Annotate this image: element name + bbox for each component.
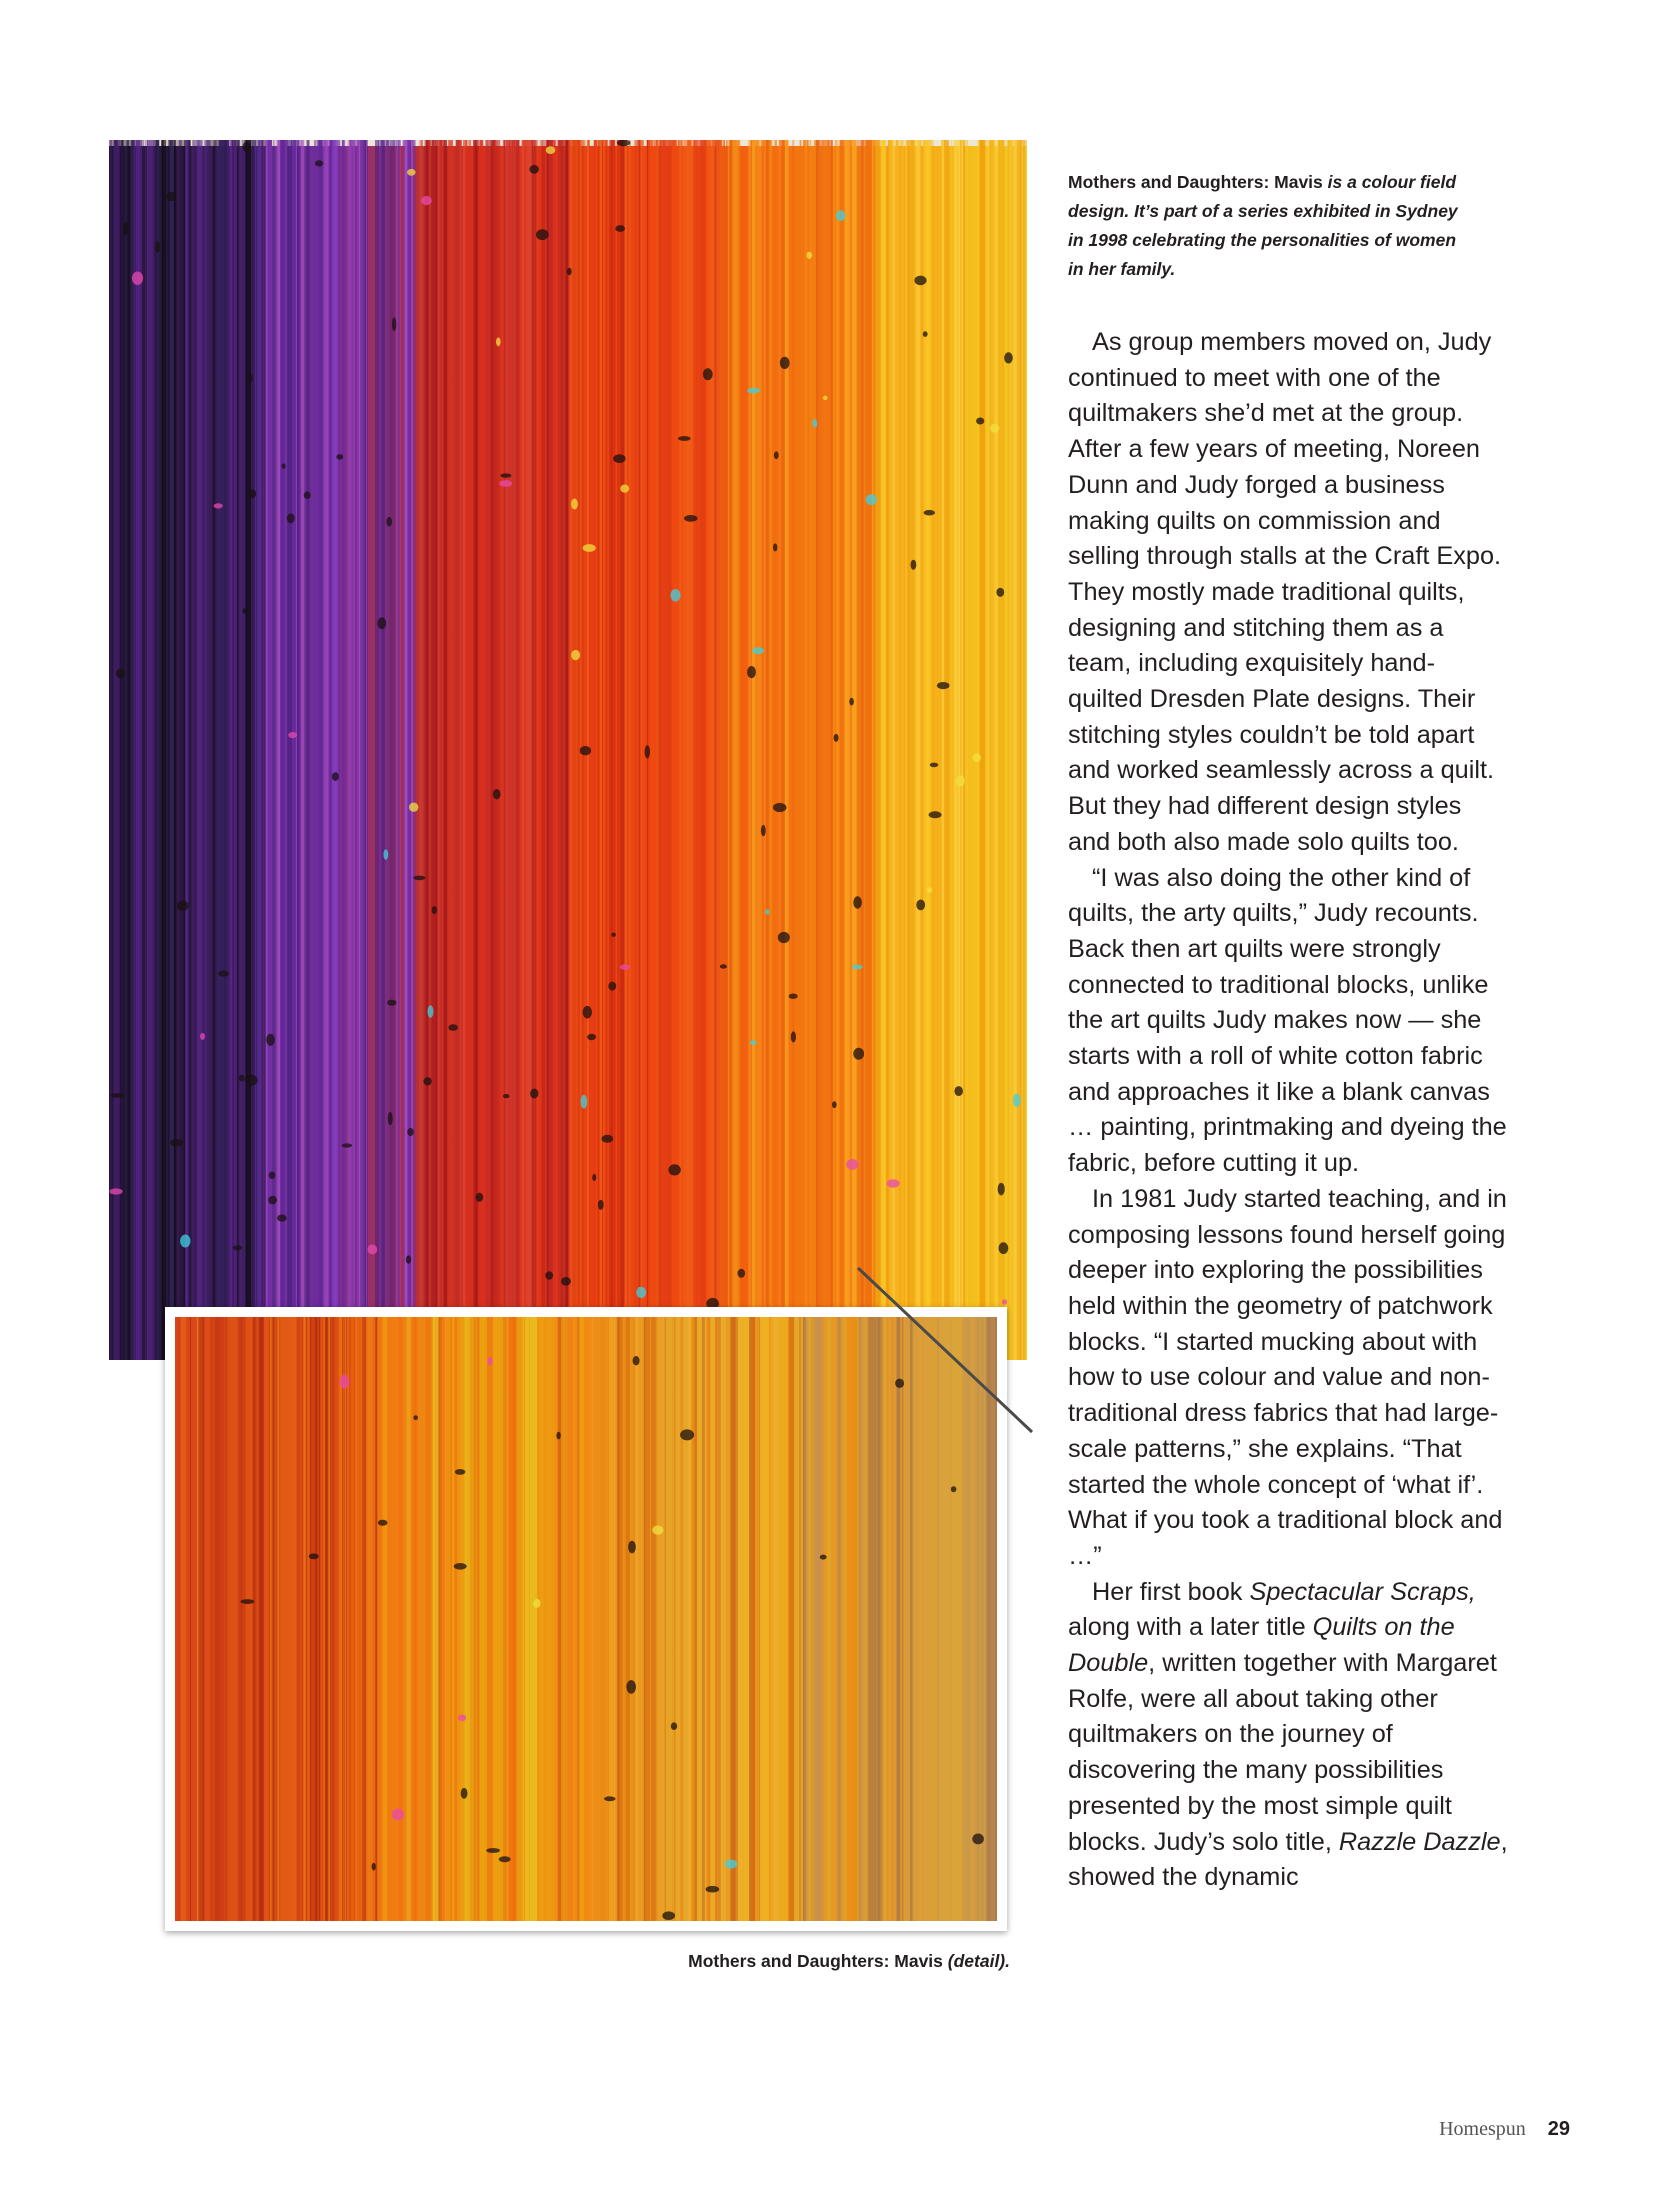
caption-text: is a colour field design. It’s part of a series exhibited in Sydney in 1998 celebrating the personalities of women in her family. xyxy=(1068,172,1458,279)
book-title: Quilts on the Double xyxy=(1068,1613,1455,1678)
text-run: Her first book xyxy=(1092,1577,1250,1606)
book-title: Razzle Dazzle xyxy=(1338,1827,1501,1856)
page-footer xyxy=(1439,2118,1570,2141)
text-run: , written together with Margaret Rolfe, were all about taking other quiltmakers on the journey of discovering the many possibilities presented by the most simple quilt blocks. Judy’s solo title, xyxy=(1068,1649,1497,1856)
quilt-stripes xyxy=(109,140,1027,1360)
text-run: along with a later title xyxy=(1068,1613,1313,1642)
caption-main-photo xyxy=(1068,168,1468,284)
quilt-photo-detail-frame xyxy=(165,1307,1007,1931)
text-run: , showed the dynamic xyxy=(1068,1827,1508,1892)
paragraph: As group members moved on, Judy continued to meet with one of the quiltmakers she’d met at the group. After a few years of meeting, Noreen Dunn and Judy forged a business making quilts on commission and selling through stalls at the Craft Expo. They mostly made traditional quilts, designing and stitching them as a team, including exquisitely hand-quilted Dresden Plate designs. Their stitching styles couldn’t be told apart and worked seamlessly across a quilt. But they had different design styles and both also made solo quilts too. xyxy=(1068,328,1502,856)
paragraph xyxy=(1068,1575,1508,1896)
caption-title: Mothers and Daughters: Mavis xyxy=(688,1951,943,1971)
book-title: Spectacular Scraps, xyxy=(1249,1577,1476,1606)
caption-title: Mothers and Daughters: Mavis xyxy=(1068,172,1323,192)
paragraph: In 1981 Judy started teaching, and in composing lessons found herself going deeper into exploring the possibilities held within the geometry of patchwork blocks. “I started mucking about with how to use colour and value and non-traditional dress fabrics that had large-scale patterns,” she explains. “That started the whole concept of ‘what if’. What if you took a traditional block and …” xyxy=(1068,1184,1507,1570)
article-body xyxy=(1068,325,1508,1896)
quilt-detail-stripes xyxy=(175,1317,997,1921)
caption-text: (detail). xyxy=(942,1951,1010,1971)
page-number: 29 xyxy=(1547,2118,1570,2140)
quilt-photo-detail xyxy=(175,1317,997,1921)
quilt-photo-main xyxy=(109,140,1027,1360)
caption-detail-photo xyxy=(560,1948,1010,1974)
paragraph: “I was also doing the other kind of quilts, the arty quilts,” Judy recounts. Back then art quilts were strongly connected to traditional blocks, unlike the art quilts Judy makes now — she starts with a roll of white cotton fabric and approaches it like a blank canvas … painting, printmaking and dyeing the fabric, before cutting it up. xyxy=(1068,863,1507,1178)
magazine-name: Homespun xyxy=(1439,2118,1526,2140)
